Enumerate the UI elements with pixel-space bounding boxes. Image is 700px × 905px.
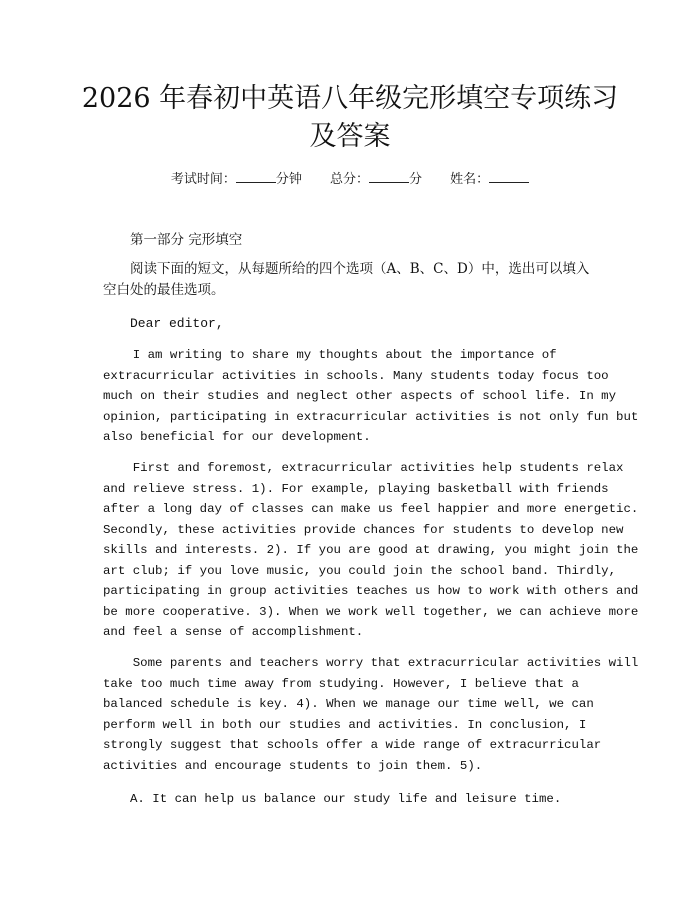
- exam-meta-row: [0, 168, 700, 190]
- paragraph-line: much on their studies and neglect other aspects of school life. In my: [103, 389, 617, 403]
- total-score: [330, 168, 422, 190]
- name-blank: [489, 168, 529, 183]
- paragraph-3: [103, 653, 639, 776]
- score-unit: 分: [409, 172, 423, 187]
- paragraph-line: also beneficial for our development.: [103, 430, 371, 444]
- title-line-2: 及答案: [309, 121, 391, 152]
- paragraph-line: skills and interests. 2). If you are good at drawing, you might join the: [103, 543, 639, 557]
- section-heading: 第一部分 完形填空: [130, 232, 243, 248]
- time-label: 考试时间：: [170, 172, 236, 187]
- paragraph-line: balanced schedule is key. 4). When we manage our time well, we can: [103, 697, 594, 711]
- name-label: 姓名：: [450, 172, 490, 187]
- paragraph-line: art club; if you love music, you could join the school band. Thirdly,: [103, 563, 617, 578]
- paragraph-line: strongly suggest that schools offer a wide range of extracurricular: [103, 738, 602, 752]
- exam-time: [171, 168, 302, 190]
- student-name: [450, 168, 529, 190]
- score-label: 总分：: [329, 172, 369, 187]
- paragraph-line: after a long day of classes can make us feel happier and more energetic.: [103, 502, 639, 516]
- paragraph-line: Secondly, these activities provide chances for students to develop new: [103, 522, 624, 537]
- title-line-1: 2026 年春初中英语八年级完形填空专项练习: [81, 83, 619, 114]
- page-title: [60, 80, 640, 156]
- time-blank: [236, 168, 276, 183]
- paragraph-line: activities and encourage students to join them. 5).: [103, 758, 483, 773]
- option-a: A. It can help us balance our study life and leisure time.: [130, 792, 562, 806]
- paragraph-line: First and foremost, extracurricular activities help students relax: [103, 461, 624, 475]
- paragraph-line: be more cooperative. 3). When we work well together, we can achieve more: [103, 604, 639, 619]
- time-unit: 分钟: [275, 172, 302, 187]
- letter-greeting: Dear editor,: [130, 316, 224, 331]
- paragraph-line: I am writing to share my thoughts about the importance of: [103, 348, 557, 362]
- paragraph-line: and feel a sense of accomplishment.: [103, 625, 364, 639]
- paragraph-line: opinion, participating in extracurricular activities is not only fun but: [103, 409, 639, 424]
- paragraph-2: [103, 458, 639, 643]
- paragraph-line: take too much time away from studying. However, I believe that a: [103, 676, 579, 691]
- paragraph-line: Some parents and teachers worry that extracurricular activities will: [103, 656, 639, 670]
- score-blank: [369, 168, 409, 183]
- paragraph-1: [103, 345, 639, 448]
- instructions: 阅读下面的短文，从每题所给的四个选项（A、B、C、D）中，选出可以填入空白处的最佳选项。: [103, 261, 590, 298]
- paragraph-line: and relieve stress. 1). For example, playing basketball with friends: [103, 481, 609, 496]
- paragraph-line: participating in group activities teaches us how to work with others and: [103, 584, 639, 598]
- paragraph-line: extracurricular activities in schools. Many students today focus too: [103, 368, 609, 383]
- paragraph-line: perform well in both our studies and activities. In conclusion, I: [103, 717, 587, 732]
